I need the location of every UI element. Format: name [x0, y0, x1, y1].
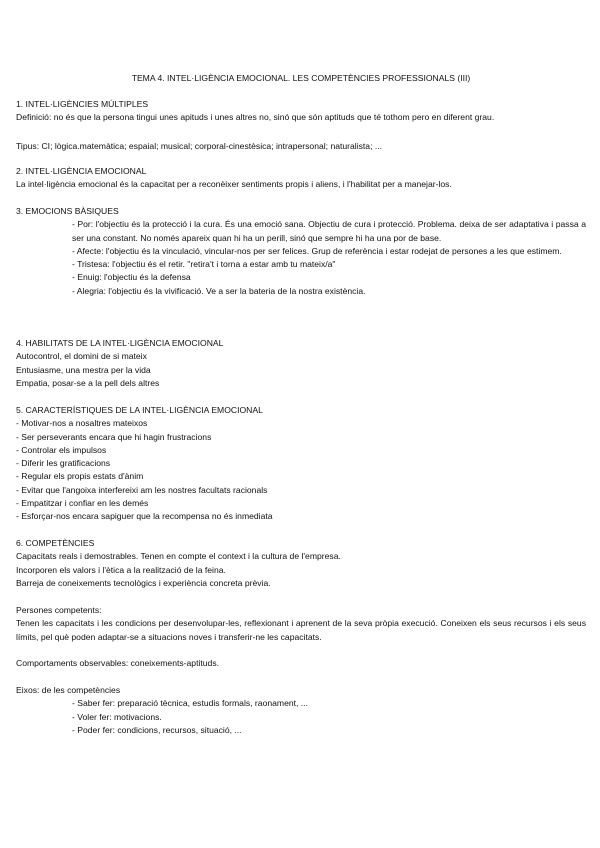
characteristic-item: - Controlar els impulsos [16, 444, 107, 455]
section-3-heading: 3. EMOCIONS BÀSIQUES [16, 206, 119, 216]
section-1-definition: Definició: no és que la persona tingui unes apituds i unes altres no, sinó que són aptituds que té tothom pero en diferent grau. [16, 112, 495, 123]
axis-item-know-how: - Saber fer: preparació tècnica, estudis formals, raonament, ... [72, 698, 308, 709]
skill-item: Empatia, posar-se a la pell dels altres [16, 377, 160, 388]
competence-item: Capacitats reals i demostrables. Tenen en compte el context i la cultura de l'empresa. [16, 551, 341, 562]
axes-block [16, 684, 586, 737]
section-2-heading: 2. INTEL·LIGÈNCIA EMOCIONAL [16, 166, 147, 176]
observable-behaviours: Comportaments observables: coneixements-aptituds. [16, 658, 220, 668]
section-1 [16, 98, 586, 125]
skill-item: Autocontrol, el domini de si mateix [16, 351, 147, 362]
competent-people-block [16, 604, 586, 644]
section-1-types: Tipus: CI; lògica.matemàtica; espaial; musical; corporal-cinestèsica; intrapersonal; naturalista; ... [16, 141, 383, 151]
competent-people-heading: Persones competents: [16, 605, 102, 615]
emotion-item-sadness: - Tristesa: l'objectiu és el retir. "retira't i torna a estar amb tu mateix/a" [72, 259, 336, 270]
axes-heading: Eixos: de les competències [16, 685, 121, 695]
observable-behaviours-block [16, 657, 586, 670]
characteristic-item: - Regular els propis estats d'ànim [16, 471, 144, 482]
section-3 [16, 205, 586, 298]
section-1-heading: 1. INTEL·LIGÈNCIES MÚLTIPLES [16, 99, 149, 109]
section-1-types-block [16, 140, 586, 153]
characteristic-item: - Motivar-nos a nosaltres mateixos [16, 418, 148, 429]
characteristic-item: - Evitar que l'angoixa interfereixi am les nostres facultats racionals [16, 484, 268, 495]
emotion-item-fear: - Por: l'objectiu és la protecció i la cura. És una emoció sana. Objectiu de cura i protecció. Problema. deixa de ser adaptativa i passa a ser una constant. No només apareix quan hi ha un perill, sinó que sempre hi ha una por de base. [72, 219, 586, 243]
skill-item: Entusiasme, una mestra per la vida [16, 364, 151, 375]
competence-item: Incorporen els valors i l'ètica a la realització de la feina. [16, 564, 226, 575]
competence-item: Barreja de coneixements tecnològics i experiència concreta prèvia. [16, 577, 271, 588]
characteristic-item: - Esforçar-nos encara sapiguer que la recompensa no és inmediata [16, 511, 273, 522]
emotion-item-joy: - Alegria: l'objectiu és la vivificació. Ve a ser la bateria de la nostra existència. [72, 285, 366, 296]
section-4 [16, 337, 586, 390]
section-5-heading: 5. CARACTERÍSTIQUES DE LA INTEL·LIGÈNCIA EMOCIONAL [16, 405, 263, 415]
section-6-heading: 6. COMPETÈNCIES [16, 538, 95, 548]
characteristic-item: - Empatitzar i confiar en les demés [16, 498, 149, 509]
section-5 [16, 404, 586, 524]
emotion-item-anger: - Enuig: l'objectiu és la defensa [72, 272, 191, 283]
document-title: TEMA 4. INTEL·LIGÈNCIA EMOCIONAL. LES COMPETÈNCIES PROFESSIONALS (III) [131, 73, 471, 83]
axis-item-able-to: - Poder fer: condicions, recursos, situació, ... [72, 724, 242, 735]
section-6 [16, 537, 586, 590]
axis-item-want-to: - Voler fer: motivacions. [72, 711, 162, 722]
section-4-heading: 4. HABILITATS DE LA INTEL·LIGÈNCIA EMOCIONAL [16, 338, 224, 348]
characteristic-item: - Diferir les gratificacions [16, 458, 111, 469]
section-2 [16, 165, 586, 192]
competent-people-text: Tenen les capacitats i les condicions per desenvolupar-les, reflexionant i aprenent de la seva pròpia execució. Coneixen els seus recursos i els seus límits, pel què poden adaptar-se a situacions noves i transferir-ne les capacitats. [16, 618, 586, 642]
emotion-item-affection: - Afecte: l'objectiu és la vinculació, vincular-nos per ser felices. Grup de referència i estar rodejat de persones a les que estimem. [72, 245, 562, 256]
section-2-text: La intel·ligència emocional és la capacitat per a reconèixer sentiments propis i aliens, i l'habilitat per a manejar-los. [16, 179, 452, 190]
characteristic-item: - Ser perseverants encara que hi hagin frustracions [16, 431, 212, 442]
